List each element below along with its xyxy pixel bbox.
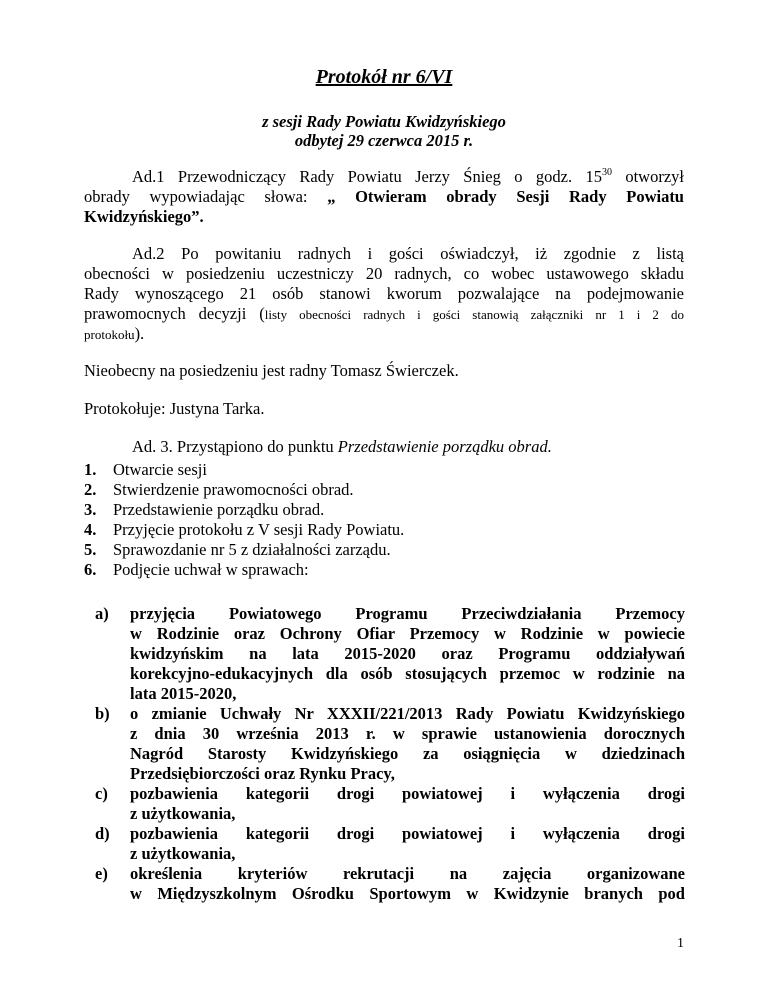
agenda-item: 1. Otwarcie sesji bbox=[84, 460, 207, 479]
ad3-line: Ad. 3. Przystąpiono do punktu Przedstawienie porządku obrad. bbox=[132, 437, 552, 456]
agenda-item: 3. Przedstawienie porządku obrad. bbox=[84, 500, 325, 519]
resolution-c: c) pozbawienia kategorii drogi powiatowej i wyłączenia drogi z użytkowania, bbox=[95, 784, 685, 823]
ad2-line4: prawomocnych decyzji (listy obecności radnych i gości stanowią załączniki nr 1 i 2 do bbox=[84, 304, 684, 323]
recorder-note: Protokołuje: Justyna Tarka. bbox=[84, 399, 265, 418]
resolution-b: b) o zmianie Uchwały Nr XXXII/221/2013 Rady Powiatu Kwidzyńskiego z dnia 30 września 2013 r. w sprawie ustanowienia dorocznych Nagród Starosty Kwidzyńskiego za osiągnięcia w dziedzinach Przedsiębiorczości oraz Rynku Pracy, bbox=[95, 704, 685, 783]
ad1-line3: Kwidzyńskiego”. bbox=[84, 207, 204, 226]
resolution-e: e) określenia kryteriów rekrutacji na zajęcia organizowane w Międzyszkolnym Ośrodku Sportowym w Kwidzynie branych pod bbox=[95, 864, 685, 903]
agenda-item: 6. Podjęcie uchwał w sprawach: bbox=[84, 560, 309, 579]
agenda-list bbox=[84, 460, 684, 580]
resolutions-list bbox=[95, 604, 685, 904]
ad1-line1: Ad.1 Przewodniczący Rady Powiatu Jerzy Śnieg o godz. $15^{30}$ otworzył bbox=[132, 167, 684, 186]
ad1-line2: obrady wypowiadając słowa: „ Otwieram obrady Sesji Rady Powiatu bbox=[84, 187, 684, 206]
ad2-line1: Ad.2 Po powitaniu radnych i gości oświadczył, iż zgodnie z listą bbox=[132, 244, 684, 263]
agenda-item: 4. Przyjęcie protokołu z V sesji Rady Powiatu. bbox=[84, 520, 405, 539]
ad2-line2: obecności w posiedzeniu uczestniczy 20 radnych, co wobec ustawowego składu bbox=[84, 264, 684, 283]
session-subtitle-line2: odbytej 29 czerwca 2015 r. bbox=[294, 131, 474, 150]
resolution-d: d) pozbawienia kategorii drogi powiatowej i wyłączenia drogi z użytkowania, bbox=[95, 824, 685, 863]
agenda-item: 5. Sprawozdanie nr 5 z działalności zarządu. bbox=[84, 540, 391, 559]
absent-note: Nieobecny na posiedzeniu jest radny Tomasz Świerczek. bbox=[84, 361, 459, 380]
resolution-a: a) przyjęcia Powiatowego Programu Przeciwdziałania Przemocy w Rodzinie oraz Ochrony Ofiar Przemocy w Rodzinie w powiecie kwidzyńskim na lata 2015-2020 oraz Programu oddziaływań korekcyjno-edukacyjnych dla osób stosujących przemoc w rodzinie na lata 2015-2020, bbox=[95, 604, 685, 703]
ad2-line5: protokołu). bbox=[84, 324, 145, 343]
document-title: Protokół nr 6/VI bbox=[315, 66, 453, 88]
agenda-item: 2. Stwierdzenie prawomocności obrad. bbox=[84, 480, 354, 499]
session-subtitle-line1: z sesji Rady Powiatu Kwidzyńskiego bbox=[262, 112, 506, 131]
ad2-line3: Rady wynoszącego 21 osób stanowi kworum pozwalające na podejmowanie bbox=[84, 284, 684, 303]
page-number: 1 bbox=[677, 936, 684, 951]
